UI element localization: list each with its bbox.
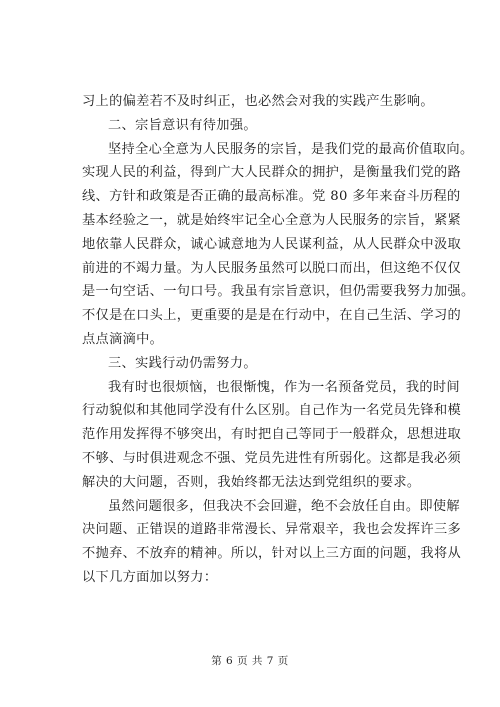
text-line: 基本经验之一，就是始终牢记全心全意为人民服务的宗旨，紧紧 [82,212,462,228]
text-line: 范作用发挥得不够突出，有时把自己等同于一般群众，思想进取 [82,427,462,443]
text-line: 是一句空话、一句口号。我虽有宗旨意识，但仍需要我努力加强。 [82,284,475,300]
text-line: 坚持全心全意为人民服务的宗旨，是我们党的最高价值取向。 [108,141,474,157]
text-line: 三、实践行动仍需努力。 [108,355,257,371]
text-line: 不仅是在口头上，更重要的是是在行动中，在自己生活、学习的 [82,308,462,324]
text-line: 行动貌似和其他同学没有什么区别。自己作为一名党员先锋和模 [82,403,462,419]
text-line: 不够、与时俱进观念不强、党员先进性有所弱化。这都是我必须 [82,450,462,466]
text-line: 不抛弃、不放弃的精神。所以，针对以上三方面的问题，我将从 [82,546,462,562]
text-line: 前进的不竭力量。为人民服务虽然可以脱口而出，但这绝不仅仅 [82,260,462,276]
text-line: 习上的偏差若不及时纠正，也必然会对我的实践产生影响。 [82,94,434,109]
body-text [82,90,475,590]
text-line: 决问题、正错误的道路非常漫长、异常艰辛，我也会发挥许三多 [82,522,462,538]
text-line: 我有时也很烦恼，也很惭愧，作为一名预备党员，我的时间 [108,379,460,395]
text-line: 虽然问题很多，但我决不会回避，绝不会放任自由。即使解 [108,498,460,514]
text-line: 线、方针和政策是否正确的最高标准。党 80 多年来奋斗历程的 [82,189,461,205]
text-line: 解决的大问题，否则，我始终都无法达到党组织的要求。 [82,474,421,490]
text-line: 实现人民的利益，得到广大人民群众的拥护，是衡量我们党的路 [82,165,462,181]
text-line: 地依靠人民群众，诚心诚意地为人民谋利益，从人民群众中汲取 [82,236,462,252]
text-line: 点点滴滴中。 [82,331,164,347]
page-footer: 第 6 页 共 7 页 [211,655,289,667]
text-line: 以下几方面加以努力： [82,569,218,585]
text-line: 二、宗旨意识有待加强。 [108,117,257,133]
